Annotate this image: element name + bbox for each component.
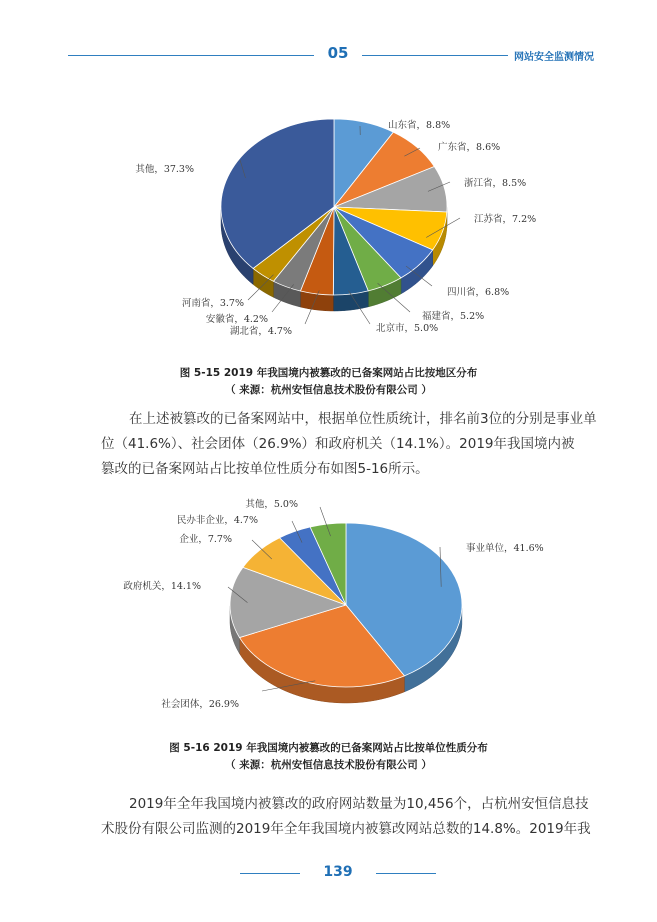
pie-label-河南省: 河南省，3.7% — [181, 298, 244, 309]
paragraph-line: 在上述被篡改的已备案网站中，根据单位性质统计，排名前3位的分别是事业单 — [129, 411, 597, 427]
footer-rule-right — [376, 873, 436, 874]
pie-label-其他: 其他，5.0% — [245, 499, 298, 510]
unit-type-pie-chart — [0, 495, 657, 730]
page-footer — [0, 862, 657, 886]
caption-source: （ 来源：杭州安恒信息技术股份有限公司 ） — [225, 384, 432, 396]
figure-caption-5-15 — [0, 365, 657, 399]
pie-label-福建省: 福建省，5.2% — [422, 311, 485, 322]
pie-label-四川省: 四川省，6.8% — [447, 287, 510, 298]
pie-label-江苏省: 江苏省，7.2% — [474, 214, 537, 225]
page-header — [0, 44, 657, 68]
pie-label-其他: 其他，37.3% — [135, 164, 194, 175]
pie-label-北京市: 北京市，5.0% — [376, 323, 439, 334]
pie-label-社会团体: 社会团体，26.9% — [161, 699, 239, 710]
pie-label-安徽省: 安徽省，4.2% — [205, 314, 268, 325]
pie-label-事业单位: 事业单位，41.6% — [466, 543, 544, 554]
figure-caption-5-16 — [0, 740, 657, 774]
pie-label-广东省: 广东省，8.6% — [438, 142, 501, 153]
footer-rule-left — [240, 873, 300, 874]
caption-source: （ 来源：杭州安恒信息技术股份有限公司 ） — [225, 759, 432, 771]
chapter-number: 05 — [327, 44, 349, 62]
pie-label-民办非企业: 民办非企业，4.7% — [176, 515, 258, 526]
caption-title: 图 5-16 2019 年我国境内被篡改的已备案网站占比按单位性质分布 — [169, 742, 488, 754]
pie-label-湖北省: 湖北省，4.7% — [229, 326, 292, 337]
region-pie-chart — [0, 100, 657, 360]
header-rule-left — [68, 55, 314, 56]
pie-label-山东省: 山东省，8.8% — [388, 120, 451, 131]
pie-label-政府机关: 政府机关，14.1% — [123, 581, 201, 592]
header-rule-right — [362, 55, 508, 56]
pie-label-浙江省: 浙江省，8.5% — [464, 178, 527, 189]
paragraph-line: 位（41.6%）、社会团体（26.9%）和政府机关（14.1%）。2019年我国境内被 — [101, 436, 575, 452]
caption-title: 图 5-15 2019 年我国境内被篡改的已备案网站占比按地区分布 — [179, 367, 478, 379]
body-paragraph-1 — [101, 407, 597, 482]
pie-label-企业: 企业，7.7% — [179, 534, 232, 545]
paragraph-line: 篡改的已备案网站占比按单位性质分布如图5-16所示。 — [101, 461, 429, 477]
paragraph-line: 术股份有限公司监测的2019年全年我国境内被篡改网站总数的14.8%。2019年我 — [101, 821, 591, 837]
section-title: 网站安全监测情况 — [514, 52, 594, 63]
page-number: 139 — [323, 864, 353, 880]
paragraph-line: 2019年全年我国境内被篡改的政府网站数量为10,456个，占杭州安恒信息技 — [129, 796, 589, 812]
body-paragraph-2 — [101, 792, 597, 842]
